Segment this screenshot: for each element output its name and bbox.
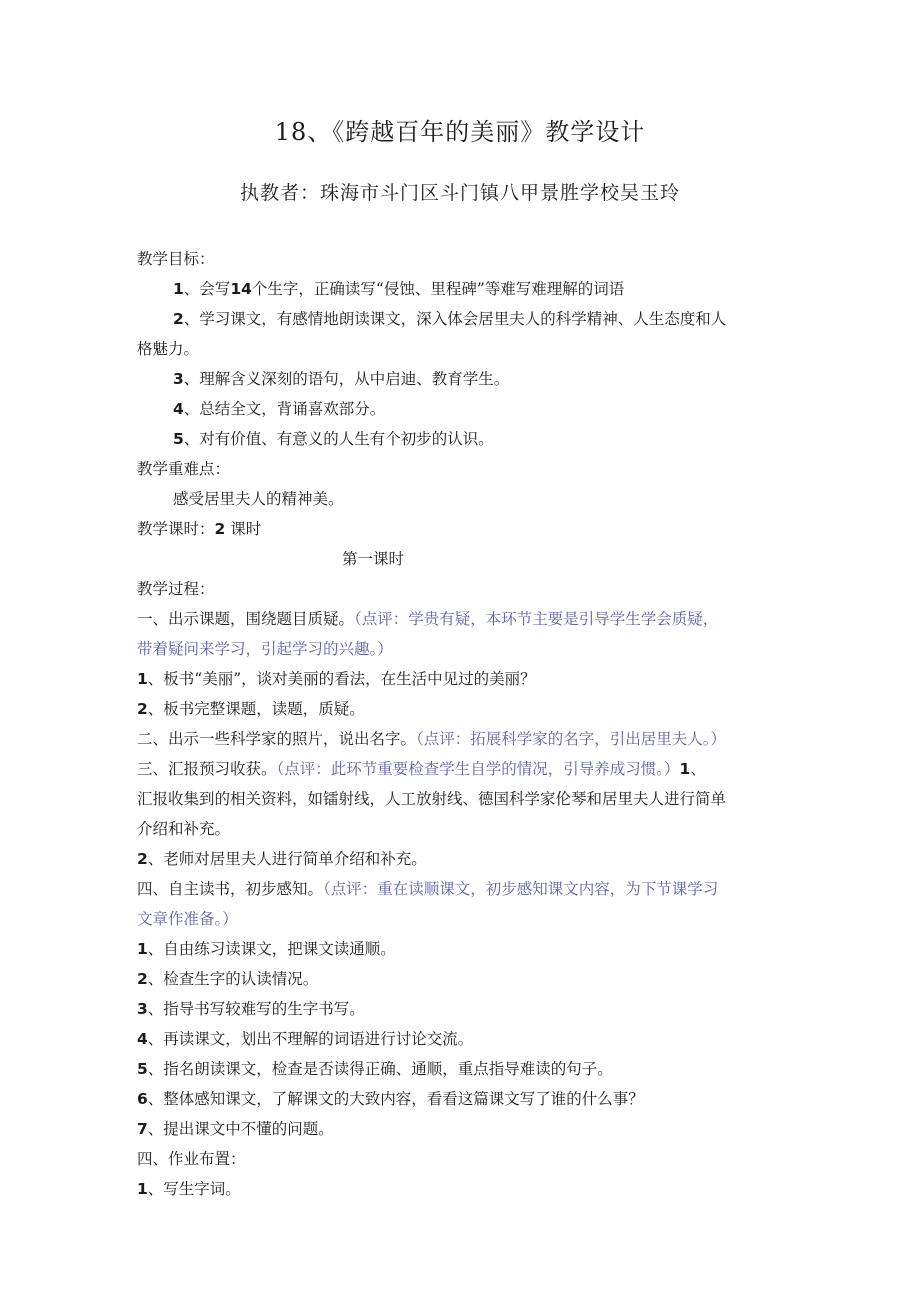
objective-text: 、理解含义深刻的语句，从中启迪、教育学生。 [183,370,510,388]
step-text: 、自由练习读课文，把课文读通顺。 [147,940,396,958]
step-text: 、板书完整课题，读题，质疑。 [147,700,365,718]
homework-heading: 四、作业布置： [137,1150,246,1168]
step-item [137,844,787,874]
step-text: 、提出课文中不懂的问题。 [147,1120,334,1138]
step-text: 、老师对居里夫人进行简单介绍和补充。 [147,850,427,868]
step-number: 2 [137,700,148,718]
step-text: 、板书“美丽”，谈对美丽的看法，在生活中见过的美丽？ [147,670,536,688]
step-item [137,1114,787,1144]
section-comment: （点评：此环节重要检查学生自学的情况，引导养成习惯。） [276,760,680,778]
step-number: 6 [137,1090,148,1108]
objective-number: 14 [230,280,252,298]
step-item [137,934,787,964]
objective-text: 、对有价值、有意义的人生有个初步的认识。 [183,430,494,448]
step-number: 3 [137,1000,148,1018]
step-item [137,1024,787,1054]
step-text: 、再读课文，划出不理解的词语进行讨论交流。 [147,1030,474,1048]
document-body [137,244,787,1204]
step-continuation: 汇报收集到的相关资料，如镭射线，人工放射线、德国科学家伦琴和居里夫人进行简单 [137,790,727,808]
section-comment-continuation: 文章作准备。） [137,910,238,928]
step-number: 4 [137,1030,148,1048]
lesson-hours-unit: 课时 [230,520,262,538]
step-text: 、写生字词。 [147,1180,241,1198]
objective-number: 4 [173,400,184,418]
step-item [137,964,787,994]
section-heading [137,604,787,634]
step-number: 1 [679,760,691,778]
section-heading [137,874,787,904]
objective-number: 5 [173,430,184,448]
objective-continuation: 格魅力。 [137,340,200,358]
step-item [137,1054,787,1084]
key-points-text: 感受居里夫人的精神美。 [173,490,344,508]
step-item [137,994,787,1024]
step-item [137,1174,787,1204]
step-text: 、指名朗读课文，检查是否读得正确、通顺，重点指导难读的句子。 [147,1060,613,1078]
lesson-hours-label: 教学课时： [137,520,215,538]
objective-number: 1 [173,280,184,298]
step-continuation: 介绍和补充。 [137,820,231,838]
step-number: 2 [137,850,148,868]
step-item [137,664,787,694]
section-comment: （点评：拓展科学家的名字，引出居里夫人。） [416,730,727,748]
step-item [137,1084,787,1114]
lesson-hours-number: 2 [214,520,226,538]
objective-item [137,424,787,454]
objective-item [137,304,787,334]
objective-text: 个生字，正确读写“侵蚀、里程碑”等难写难理解的词语 [251,280,625,298]
step-text: 、整体感知课文，了解课文的大致内容，看看这篇课文写了谁的什么事？ [147,1090,644,1108]
objective-item [137,364,787,394]
section-text: 三、汇报预习收获。 [137,760,277,778]
lesson-hours [137,514,787,544]
section-text: 二、出示一些科学家的照片，说出名字。 [137,730,417,748]
objective-text: 、总结全文，背诵喜欢部分。 [183,400,386,418]
step-number: 5 [137,1060,148,1078]
page-title: 18、《跨越百年的美丽》教学设计 [274,118,646,146]
objective-text: 、会写 [183,280,231,298]
step-number: 1 [137,940,148,958]
step-text: 、 [690,760,706,778]
process-heading: 教学过程： [137,580,215,598]
section-heading [137,754,787,784]
objective-number: 2 [173,310,184,328]
section-comment-continuation: 带着疑问来学习，引起学习的兴趣。） [137,640,393,658]
section-text: 四、自主读书，初步感知。 [137,880,324,898]
section-text: 一、出示课题，围绕题目质疑。 [137,610,355,628]
objectives-heading: 教学目标： [137,250,215,268]
section-comment: （点评：重在读顺课文，初步感知课文内容，为下节课学习 [323,880,719,898]
key-points-heading: 教学重难点： [137,460,231,478]
section-heading [137,724,787,754]
step-item [137,694,787,724]
objective-item [137,394,787,424]
objective-number: 3 [173,370,184,388]
step-number: 1 [137,1180,148,1198]
step-text: 、检查生字的认读情况。 [147,970,319,988]
objective-text: 、学习课文，有感情地朗读课文，深入体会居里夫人的科学精神、人生态度和人 [183,310,727,328]
step-number: 7 [137,1120,148,1138]
lesson-title: 第一课时 [342,550,405,568]
step-text: 、指导书写较难写的生字书写。 [147,1000,365,1018]
step-number: 1 [137,670,148,688]
author-line: 执教者：珠海市斗门区斗门镇八甲景胜学校吴玉玲 [239,182,680,204]
objective-item [137,274,787,304]
step-number: 2 [137,970,148,988]
section-comment: （点评：学贵有疑，本环节主要是引导学生学会质疑， [354,610,719,628]
